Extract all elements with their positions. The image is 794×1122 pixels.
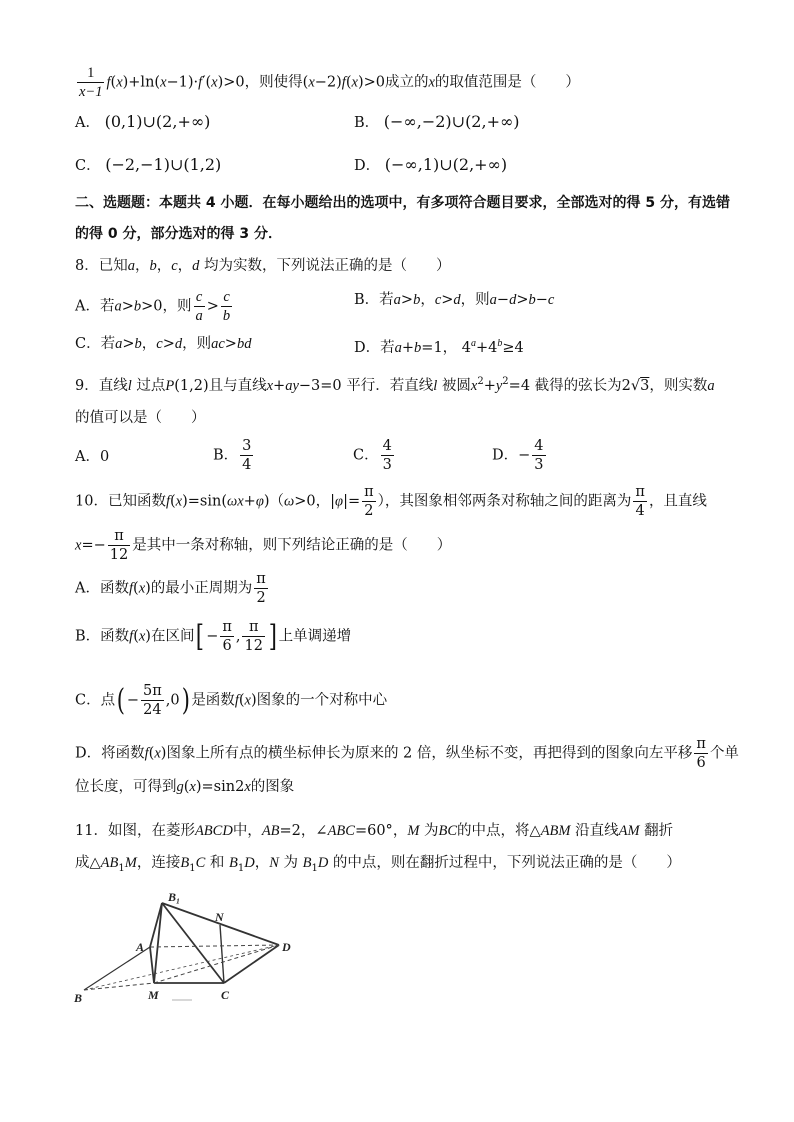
figure-svg — [72, 885, 312, 1015]
fraction-4-over-3: $\frac{4}{3}$ — [534, 438, 544, 473]
label-n: N — [215, 910, 224, 924]
q11-pre: 11．如图，在菱形 — [75, 823, 195, 839]
q9-option-b[interactable] — [213, 437, 255, 474]
rhombus-fold-figure — [72, 885, 312, 1015]
option-a-text: 的最小正周期为 — [150, 580, 253, 597]
fraction-pi-over-4: $\frac{\pi}{4}$ — [635, 484, 645, 519]
option-label: C．点 — [75, 692, 116, 709]
fraction-c-over-a: $\frac{c}{a}$ — [195, 289, 203, 324]
q10-stem: 10．已知函数f(x)=sin(ωx+φ)（ω>0，|φ|= $\frac{\pi}{2}$ ），其图象相邻两条对称轴之间的距离为 $\frac{\pi}{4}$ ，且直线 — [75, 484, 707, 519]
q10-option-d-line2: 位长度，可得到g(x)=sin2x的图象 — [75, 779, 295, 795]
fraction-5pi-over-24: $\frac{5\pi}{24}$ — [142, 683, 162, 718]
option-d-text: (−∞,1)∪(2,+∞) — [384, 155, 508, 174]
label-c: C — [221, 988, 230, 1002]
fraction-4-over-3: $\frac{4}{3}$ — [382, 438, 392, 473]
q11-line2-c: ， — [254, 855, 270, 871]
fraction-1-over-x-minus-1: $\frac{1}{x-1}$ — [79, 65, 103, 100]
option-c-text: (−2,−1)∪(1,2) — [105, 155, 222, 174]
fraction-pi-over-2: $\frac{\pi}{2}$ — [364, 484, 374, 519]
dashed-b-m — [84, 983, 154, 990]
edge-c-d — [224, 945, 279, 983]
edge-n-c — [220, 925, 224, 983]
fraction-pi-over-2: $\frac{\pi}{2}$ — [256, 571, 266, 606]
option-label: D． — [492, 447, 519, 464]
option-c-tail: 图象的一个对称中心 — [256, 692, 388, 709]
label-b: B — [74, 991, 83, 1005]
q10-option-b[interactable]: B．函数f(x)在区间[ − $\frac{\pi}{6}$ , $\frac{\pi}{12}$ ] 上单调递增 — [75, 618, 352, 654]
option-label: D．若 — [354, 339, 395, 356]
q8-option-b[interactable]: B．若a>b，c>d，则a−d>b−c — [354, 292, 555, 308]
option-connector: ，则 — [460, 292, 490, 308]
q8-option-a[interactable]: A．若a>b>0，则 $\frac{c}{a}$ > $\frac{c}{b}$ — [75, 289, 231, 324]
option-connector: ，则 — [182, 336, 212, 352]
option-d-line2-post: 的图象 — [250, 779, 295, 795]
section2-heading-line2: 的得 0 分，部分选对的得 3 分． — [75, 226, 282, 242]
q7-option-d[interactable] — [354, 155, 507, 176]
option-label: B． — [354, 115, 380, 131]
q7-cond-tail: ，则使得 — [244, 74, 303, 91]
q7-condition: $\frac{1}{x-1}$ f(x)+ln(x−1)·f′(x)>0，则使得(x−2)f(x)>0成立的x的取值范围是（ ） — [79, 65, 580, 100]
q10-stem-pre: 10．已知函数 — [75, 493, 166, 510]
q8-option-d[interactable]: D．若a+b=1， $4^a+4^b\ge 4$ — [354, 338, 524, 356]
fraction-pi-over-12: $\frac{\pi}{12}$ — [109, 528, 129, 563]
q11-line2-d: 为 — [283, 855, 298, 871]
q11-e: 的中点，将 — [457, 823, 530, 839]
q10-option-a[interactable]: A．函数f(x)的最小正周期为 $\frac{\pi}{2}$ — [75, 571, 266, 606]
option-a-text: (0,1)∪(2,+∞) — [104, 112, 211, 131]
q8-stem-pre: 8．已知 — [75, 258, 128, 274]
option-b-tail: 上单调递增 — [278, 628, 352, 645]
q11-b: ， — [300, 823, 316, 839]
option-d-text: 图象上所有点的横坐标伸长为原来的 2 倍，纵坐标不变，再把得到的图象向左平移 — [166, 745, 693, 762]
q9-option-c[interactable] — [353, 437, 396, 474]
option-label: C．若 — [75, 336, 116, 352]
fraction-c-over-b: $\frac{c}{b}$ — [222, 289, 231, 324]
q8-stem-post: 均为实数，下列说法正确的是（ ） — [204, 258, 451, 274]
q7-option-a[interactable] — [75, 112, 210, 133]
q8-option-c[interactable]: C．若a>b，c>d，则ac>bd — [75, 336, 252, 352]
q11-line2-e: 的中点，则在翻折过程中，下列说法正确的是（ ） — [332, 855, 681, 871]
q7-cond-end: 的取值范围是（ ） — [434, 74, 580, 91]
q7-option-b[interactable] — [354, 112, 520, 133]
q11-stem-line2: 成$\triangle AB_1M$，连接$B_1C$ 和 $B_1D$，N 为 $B_1D$ 的中点，则在翻折过程中，下列说法正确的是（ ） — [75, 855, 681, 874]
fraction-3-over-4: $\frac{3}{4}$ — [242, 438, 252, 473]
edge-a-m — [150, 947, 154, 983]
q9-stem: 9．直线l 过点P(1,2)且与直线x+ay−3=0 平行．若直线l 被圆$x^2+y^2=4$ 截得的弦长为2√3，则实数a — [75, 376, 715, 394]
q9-stem-d: 被圆 — [441, 377, 471, 394]
q10-option-d[interactable]: D．将函数f(x)图象上所有点的横坐标伸长为原来的 2 倍，纵坐标不变，再把得到的图象向左平移 $\frac{\pi}{6}$ 个单 — [75, 736, 739, 771]
q11-f: 沿直线 — [575, 823, 619, 839]
option-label: A．若 — [75, 298, 115, 315]
fraction-pi-over-12: $\frac{\pi}{12}$ — [244, 619, 263, 654]
option-label: C． — [75, 158, 101, 174]
option-connector: ，则 — [162, 298, 192, 315]
q11-d: 为 — [424, 823, 439, 839]
option-b-text: 在区间 — [150, 628, 195, 645]
option-label: B．若 — [354, 292, 394, 308]
label-a: A — [136, 940, 145, 954]
label-d: D — [282, 940, 291, 954]
q10-option-c[interactable]: C．点( − $\frac{5\pi}{24}$ ,0) 是函数f(x)图象的一个对称中心 — [75, 682, 388, 718]
q9-stem-b: 且与直线 — [208, 377, 267, 394]
q11-a: 中， — [232, 823, 262, 839]
q9-stem-c: 平行．若直线 — [346, 377, 434, 394]
q8-stem: 8．已知a，b，c，d 均为实数，下列说法正确的是（ ） — [75, 258, 451, 274]
q9-option-d[interactable]: D．− $\frac{4}{3}$ — [492, 438, 544, 473]
q7-cond-mid: 成立的 — [384, 74, 429, 91]
dashed-m-d — [154, 945, 279, 983]
q11-line2-b: 和 — [209, 855, 225, 871]
q10-stem-a: （ — [269, 493, 285, 510]
fraction-pi-over-6: $\frac{\pi}{6}$ — [222, 619, 232, 654]
q9-stem-e: 截得的弦长为 — [534, 377, 622, 394]
q9-stem-f: ，则实数 — [649, 377, 708, 394]
q10-stem-c: ，且直线 — [648, 493, 707, 510]
fraction-pi-over-6: $\frac{\pi}{6}$ — [696, 736, 706, 771]
option-label: A． — [75, 115, 100, 131]
option-d-line2-pre: 位长度，可得到 — [75, 779, 177, 795]
q10-stem-line2: x=− $\frac{\pi}{12}$ 是其中一条对称轴，则下列结论正确的是（ ） — [75, 528, 452, 563]
q7-option-c[interactable] — [75, 155, 221, 176]
option-b-text: (−∞,−2)∪(2,+∞) — [383, 112, 520, 131]
q11-line2-a: ，连接 — [136, 855, 181, 871]
q9-stem-line2: 的值可以是（ ） — [75, 410, 206, 426]
option-d-tail: 个单 — [709, 745, 739, 762]
q9-stem-a: 过点 — [136, 377, 166, 394]
option-c-text: 是函数 — [191, 692, 235, 709]
option-label: C． — [353, 447, 379, 464]
dashed-a-d — [150, 945, 279, 947]
q11-c: ， — [392, 823, 408, 839]
q11-line2-pre: 成 — [75, 855, 90, 871]
q10-line2-tail: 是其中一条对称轴，则下列结论正确的是（ ） — [132, 537, 452, 554]
option-label: B．函数 — [75, 628, 130, 645]
option-label: B． — [213, 447, 239, 464]
label-b1: B₁ — [168, 890, 181, 904]
section2-heading-line1: 二、选题题：本题共 4 小题．在每小题给出的选项中，有多项符合题目要求，全部选对的得 5 分，有选错 — [75, 195, 730, 211]
option-label: D． — [354, 158, 381, 174]
q9-option-a[interactable]: A．0 — [75, 449, 110, 465]
label-m: M — [148, 988, 159, 1002]
option-label: A．函数 — [75, 580, 129, 597]
q9-stem-pre: 9．直线 — [75, 377, 128, 394]
q11-stem-line1: 11．如图，在菱形ABCD中，AB=2，∠ABC=60°，M 为BC的中点，将△ABM 沿直线AM 翻折 — [75, 823, 674, 839]
q10-stem-b: ），其图象相邻两条对称轴之间的距离为 — [377, 493, 632, 510]
option-label: D．将函数 — [75, 745, 145, 762]
q11-g: 翻折 — [644, 823, 674, 839]
